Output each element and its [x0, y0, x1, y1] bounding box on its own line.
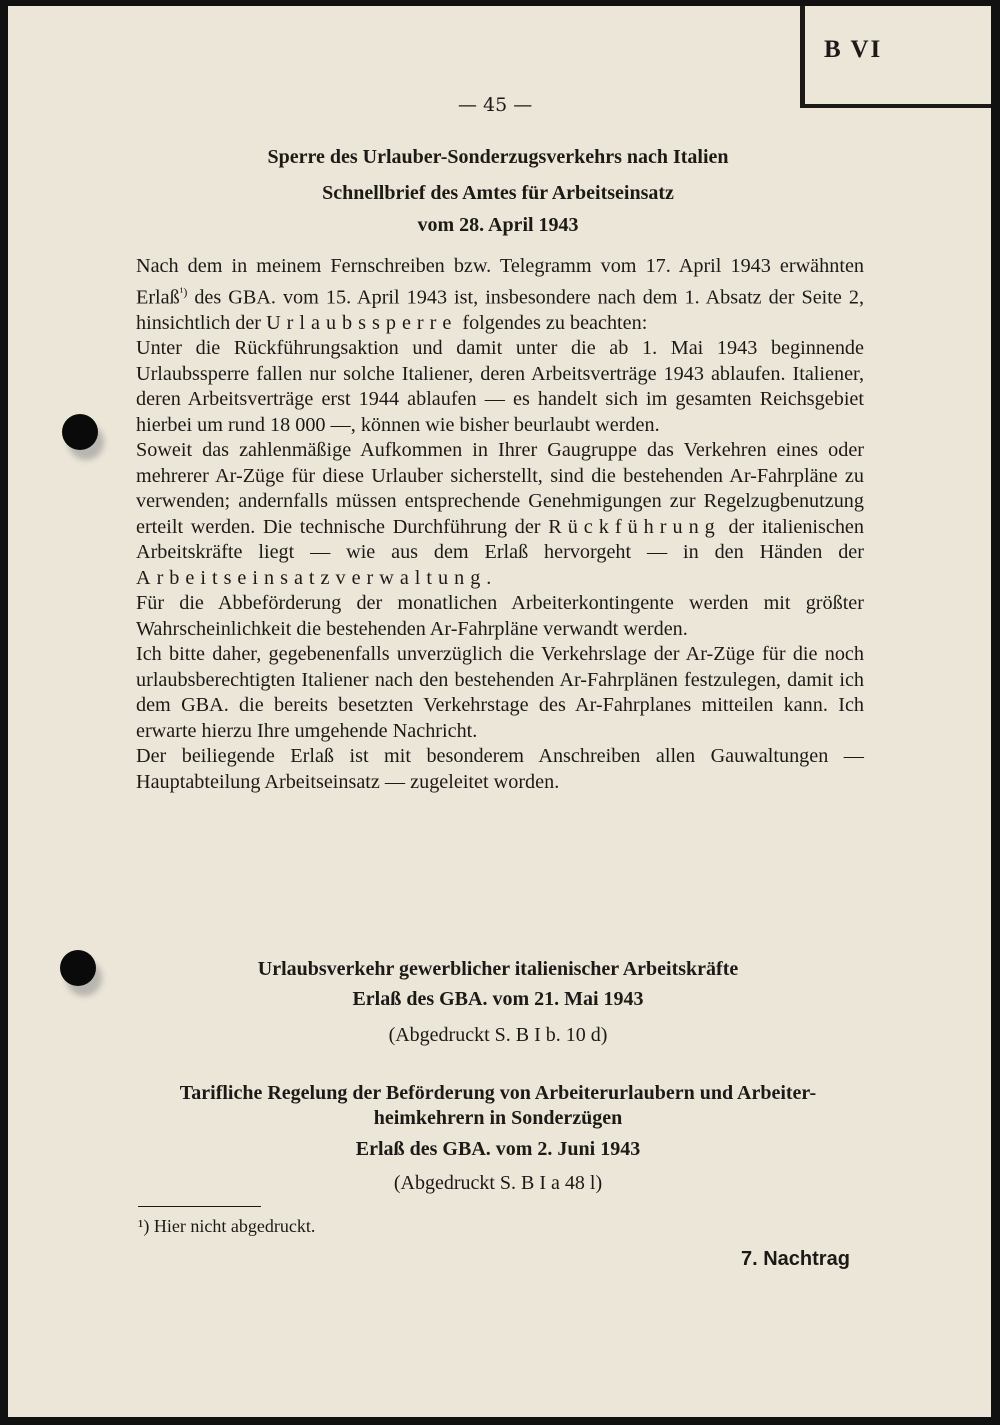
paragraph-1 — [136, 254, 864, 336]
section2-title: Urlaubsverkehr gewerblicher italienischer Arbeitskräfte — [257, 958, 739, 980]
p3-before: Soweit das zahlenmäßige Aufkommen in Ihrer Gaugruppe das Verkehren eines oder mehrerer Ar-Züge für diese Urlauber sicherstellt, sind die bestehenden Ar-Fahrpläne zu verwenden; andernfalls müssen entsprechende Genehmigungen zur Regelzugbenutzung erteilt werden. Die technische Durchführung der — [136, 439, 864, 538]
section-code: B VI — [824, 36, 883, 63]
section1-title: Sperre des Urlauber-Sonderzugsverkehrs nach Italien — [267, 146, 729, 168]
section1-body — [136, 254, 864, 795]
page-number: — 45 — — [458, 94, 533, 116]
paragraph-2: Unter die Rückführungsaktion und damit unter die ab 1. Mai 1943 beginnende Urlaubssperre fallen nur solche Italiener, deren Arbeitsverträge 1943 ablaufen. Italiener, deren Arbeitsverträge erst 1944 ablaufen — es handelt sich im gesamten Reichsgebiet hierbei um rund 18 000 —, können wie bisher beurlaubt werden. — [136, 337, 864, 436]
section3-reference: (Abgedruckt S. B I a 48 l) — [393, 1172, 603, 1194]
section2-reference: (Abgedruckt S. B I b. 10 d) — [388, 1024, 608, 1046]
p1-mid: des GBA. vom 15. April 1943 ist, insbesondere nach dem 1. Absatz der Seite 2, hinsichtlich der — [136, 286, 864, 334]
section2-subtitle: Erlaß des GBA. vom 21. Mai 1943 — [352, 988, 644, 1010]
supplement-label: 7. Nachtrag — [741, 1248, 850, 1270]
section3-title-line1: Tarifliche Regelung der Beförderung von Arbeiterurlaubern und Arbeiter- — [179, 1082, 817, 1104]
paragraph-3 — [136, 438, 864, 591]
p1-spaced: Urlaubssperre — [266, 311, 458, 334]
paragraph-5: Ich bitte daher, gegebenenfalls unverzüglich die Verkehrslage der Ar-Züge für die noch urlaubsberechtigten Italiener nach den bestehenden Ar-Fahrplänen festzulegen, damit ich dem GBA. die bereits besetzten Verkehrstage des Ar-Fahrplanes mitteilen kann. Ich erwarte hierzu Ihre umgehende Nachricht. — [136, 643, 864, 742]
p1-before: Nach dem in meinem Fernschreiben bzw. Telegramm vom 17. April 1943 erwähnten Erlaß — [136, 255, 864, 309]
section-tab-border-horizontal — [800, 104, 991, 108]
section3-subtitle: Erlaß des GBA. vom 2. Juni 1943 — [355, 1138, 641, 1160]
footnote-ref: ¹) — [179, 284, 188, 299]
punch-hole-icon — [60, 950, 96, 986]
p3-spaced1: Rückführung — [548, 515, 721, 538]
section1-date: vom 28. April 1943 — [417, 214, 579, 236]
section3-title-line2: heimkehrern in Sonderzügen — [373, 1107, 623, 1129]
paragraph-6: Der beiliegende Erlaß ist mit besonderem Anschreiben allen Gauwaltungen — Hauptabteilung Arbeitseinsatz — zugeleitet worden. — [136, 745, 864, 793]
punch-hole-icon — [62, 414, 98, 450]
p1-after: folgendes zu beachten: — [457, 311, 648, 334]
footnote: ¹) Hier nicht abgedruckt. — [138, 1216, 316, 1236]
p3-after: . — [486, 566, 492, 589]
section1-subtitle: Schnellbrief des Amtes für Arbeitseinsatz — [322, 182, 674, 204]
footnote-divider — [138, 1206, 261, 1207]
document-page — [8, 6, 991, 1417]
section-tab-border-vertical — [800, 6, 805, 108]
p3-spaced2: Arbeitseinsatzverwaltung — [136, 566, 487, 589]
p3-mid: der italienischen Arbeitskräfte liegt — wie aus dem Erlaß hervorgeht — in den Händen der — [136, 515, 864, 564]
paragraph-4: Für die Abbeförderung der monatlichen Arbeiterkontingente werden mit größter Wahrscheinlichkeit die bestehenden Ar-Fahrpläne verwandt werden. — [136, 592, 864, 640]
